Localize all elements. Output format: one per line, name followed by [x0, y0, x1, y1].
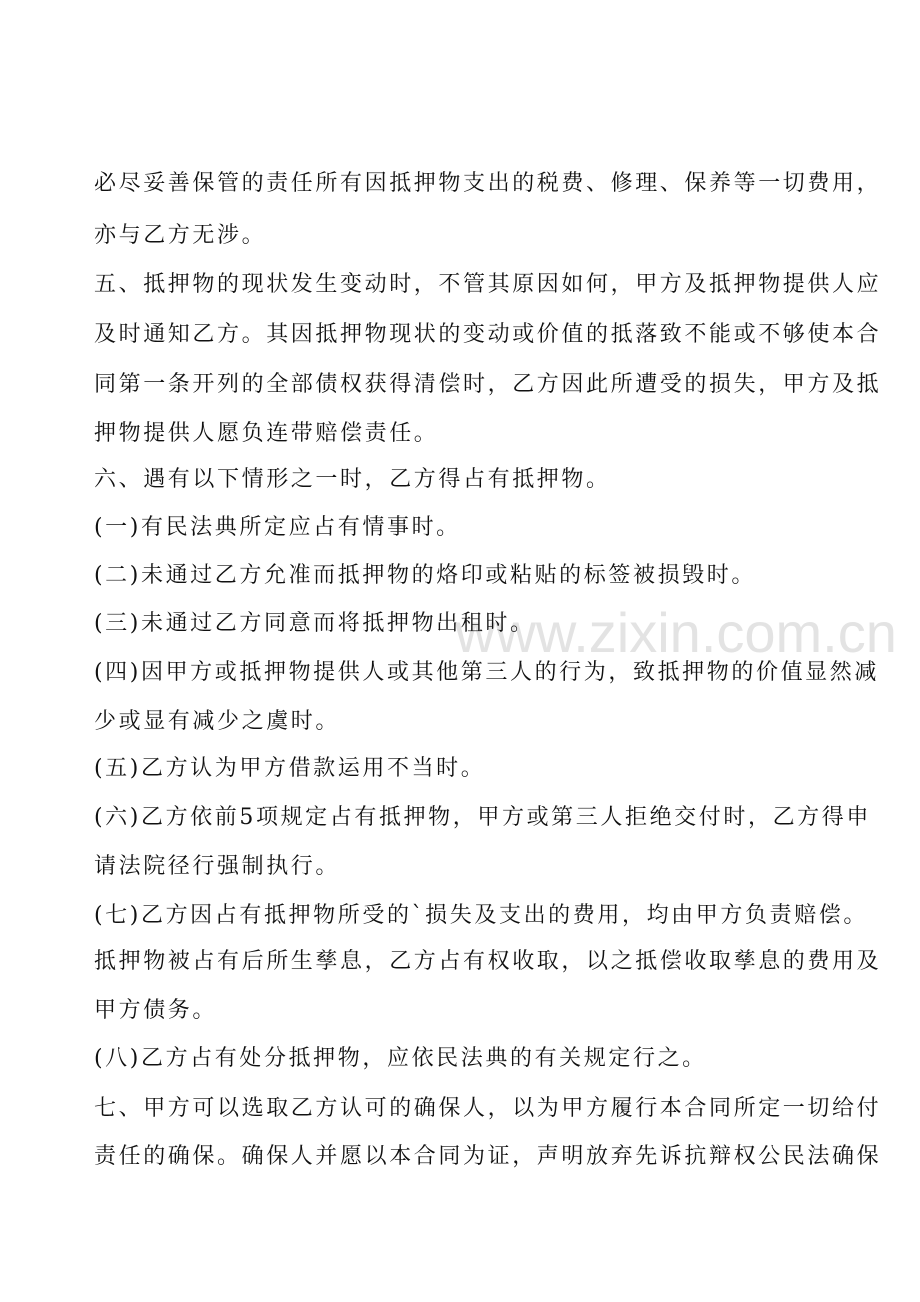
text-line: (五)乙方认为甲方借款运用不当时。	[94, 756, 486, 781]
text-line: 押物提供人愿负连带赔偿责任。	[94, 421, 439, 446]
watermark: www.zixin.com.cn	[455, 601, 897, 664]
text-line: (一)有民法典所定应占有情事时。	[94, 515, 461, 540]
text-line: (七)乙方因占有抵押物所受的`损失及支出的费用，均由甲方负责赔偿。	[94, 903, 868, 928]
text-line: 责任的确保。确保人并愿以本合同为证，声明放弃先诉抗辩权公民法确保	[94, 1144, 882, 1169]
text-line: 及时通知乙方。其因抵押物现状的变动或价值的抵落致不能或不够使本合	[94, 322, 882, 347]
text-line: 少或显有减少之虞时。	[94, 709, 341, 734]
text-line: 亦与乙方无涉。	[94, 223, 267, 248]
text-line: (二)未通过乙方允准而抵押物的烙印或粘贴的标签被损毁时。	[94, 563, 756, 588]
text-line: 抵押物被占有后所生孳息，乙方占有权收取，以之抵偿收取孳息的费用及	[94, 949, 882, 974]
text-line: (三)未通过乙方同意而将抵押物出租时。	[94, 611, 535, 636]
text-line: 六、遇有以下情形之一时，乙方得占有抵押物。	[94, 467, 611, 492]
text-line: (六)乙方依前5项规定占有抵押物，甲方或第三人拒绝交付时，乙方得申	[94, 805, 871, 830]
text-line: 同第一条开列的全部债权获得清偿时，乙方因此所遭受的损失，甲方及抵	[94, 372, 882, 397]
text-line: 七、甲方可以选取乙方认可的确保人，以为甲方履行本合同所定一切给付	[94, 1096, 882, 1121]
text-line: (四)因甲方或抵押物提供人或其他第三人的行为，致抵押物的价值显然减	[94, 660, 879, 685]
text-line: 必尽妥善保管的责任所有因抵押物支出的税费、修理、保养等一切费用，	[94, 171, 882, 196]
text-line: (八)乙方占有处分抵押物，应依民法典的有关规定行之。	[94, 1046, 707, 1071]
text-line: 请法院径行强制执行。	[94, 854, 341, 879]
text-line: 五、抵押物的现状发生变动时，不管其原因如何，甲方及抵押物提供人应	[94, 272, 882, 297]
text-line: 甲方债务。	[94, 998, 218, 1023]
